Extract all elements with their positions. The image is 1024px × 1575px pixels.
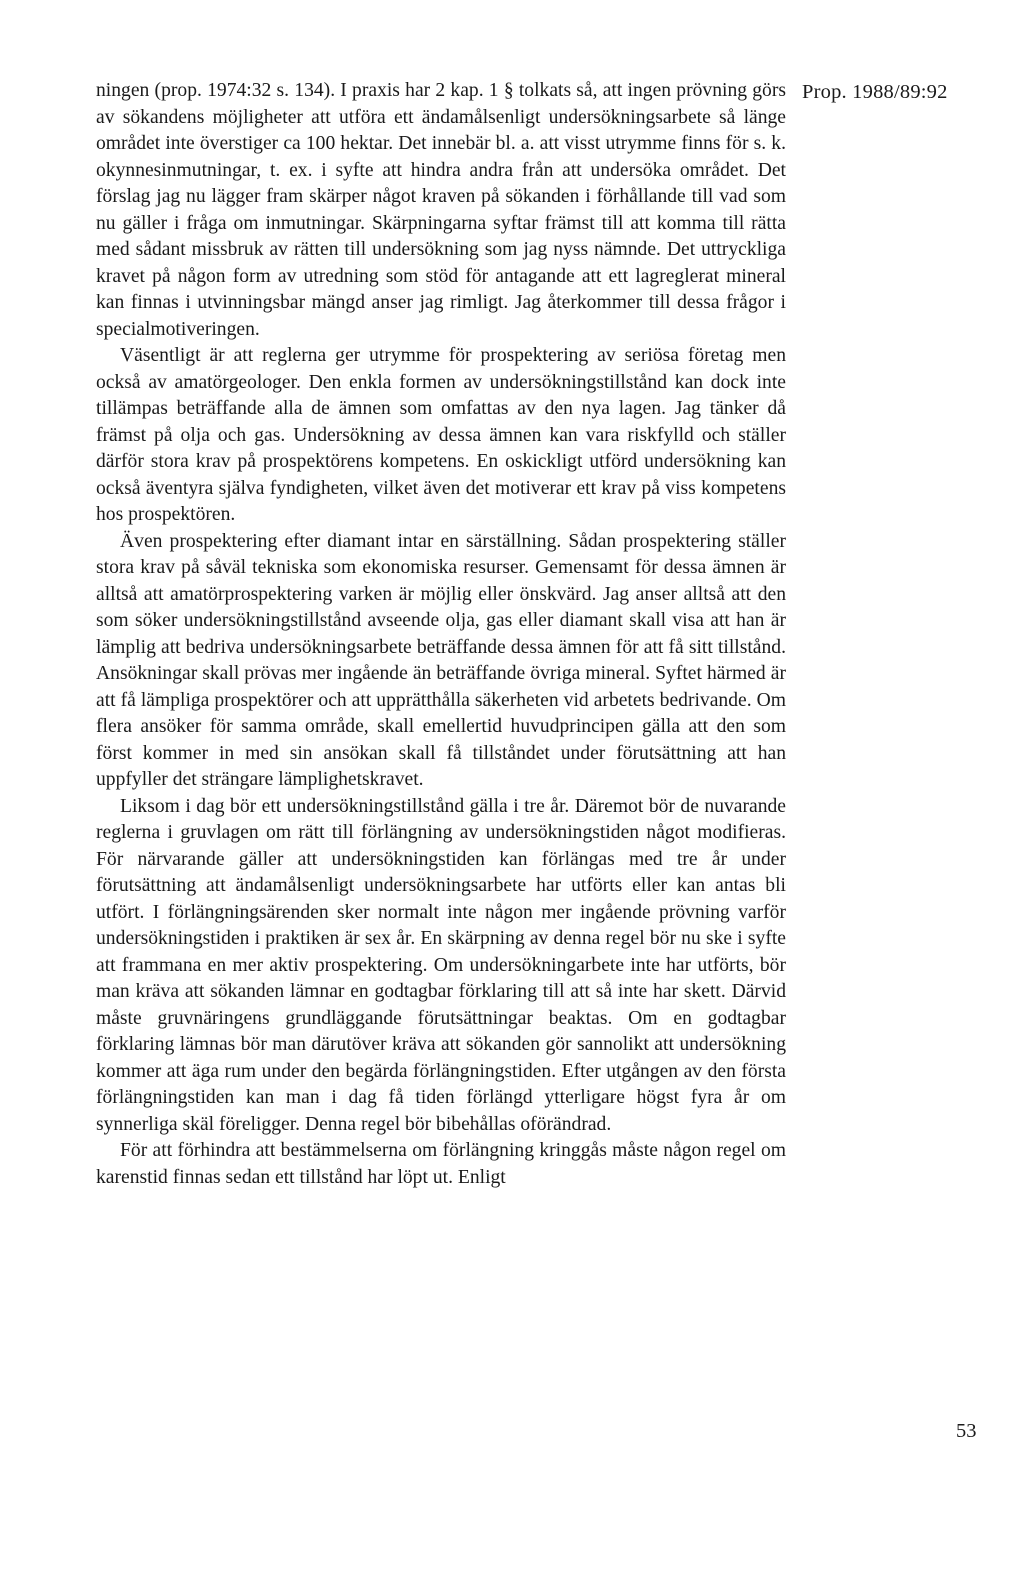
paragraph: Liksom i dag bör ett undersökningstillstånd gälla i tre år. Däremot bör de nuvarande reglerna i gruvlagen om rätt till förlängning av undersökningstiden något modifieras. För närvarande gäller att undersökningstiden kan förlängas med tre år under förutsättning att ändamålsenligt undersökningsarbete har utförts eller kan antas bli utfört. I förlängningsärenden sker normalt inte någon mer ingående prövning varför undersökningstiden i praktiken är sex år. En skärpning av denna regel bör nu ske i syfte att frammana en mer aktiv prospektering. Om undersökningarbete inte har utförts, bör man kräva att sökanden lämnar en godtagbar förklaring till att så inte har skett. Därvid måste gruvnäringens grundläggande förutsättningar beaktas. Om en godtagbar förklaring lämnas bör man därutöver kräva att sökanden gör sannolikt att undersökning kommer att äga rum under den begärda förlängningstiden. Efter utgången av den första förlängningstiden kan man i dag få tiden förlängd ytterligare högst fyra år om synnerliga skäl föreligger. Denna regel bör bibehållas oförändrad. [96,795,786,1135]
body-text [96,78,786,1191]
page-number: 53 [956,1420,977,1442]
paragraph: Även prospektering efter diamant intar en särställning. Sådan prospektering ställer stora krav på såväl tekniska som ekonomiska resurser. Gemensamt för dessa ämnen är alltså att amatörprospektering varken är möjlig eller önskvärd. Jag anser alltså att den som söker undersökningstillstånd avseende olja, gas eller diamant skall visa att han är lämplig att bedriva undersökningsarbete beträffande dessa ämnen för att få sitt tillstånd. Ansökningar skall prövas mer ingående än beträffande övriga mineral. Syftet härmed är att få lämpliga prospektörer och att upprätthålla säkerheten vid arbetets bedrivande. Om flera ansöker för samma område, skall emellertid huvudprincipen gälla att den som först kommer in med sin ansökan skall få tillståndet under förutsättning att han uppfyller det strängare lämplighetskravet. [96,530,786,790]
proposition-reference: Prop. 1988/89:92 [802,81,948,103]
paragraph: Väsentligt är att reglerna ger utrymme för prospektering av seriösa företag men också av amatörgeologer. Den enkla formen av undersökningstillstånd kan dock inte tillämpas beträffande alla de ämnen som omfattas av den nya lagen. Jag tänker då främst på olja och gas. Undersökning av dessa ämnen kan vara riskfylld och ställer därför stora krav på prospektörens kompetens. En oskickligt utförd undersökning kan också äventyra själva fyndigheten, vilket även det motiverar ett krav på viss kompetens hos prospektören. [96,345,786,525]
paragraph: För att förhindra att bestämmelserna om förlängning kringgås måste någon regel om karenstid finnas sedan ett tillstånd har löpt ut. Enligt [96,1140,786,1188]
paragraph: ningen (prop. 1974:32 s. 134). I praxis har 2 kap. 1 § tolkats så, att ingen prövning görs av sökandens möjligheter att utföra ett ändamålsenligt undersökningsarbete så länge området inte överstiger ca 100 hektar. Det innebär bl. a. att visst utrymme finns för s. k. okynnesinmutningar, t. ex. i syfte att hindra andra från att undersöka området. Det förslag jag nu lägger fram skärper något kraven på sökanden i förhållande till vad som nu gäller i fråga om inmutningar. Skärpningarna syftar främst till att komma till rätta med sådant missbruk av rätten till undersökning som jag nyss nämnde. Det uttryckliga kravet på någon form av utredning som stöd för antagande att ett lagreglerat mineral kan finnas i utvinningsbar mängd anser jag rimligt. Jag återkommer till dessa frågor i specialmotiveringen. [96,80,786,340]
